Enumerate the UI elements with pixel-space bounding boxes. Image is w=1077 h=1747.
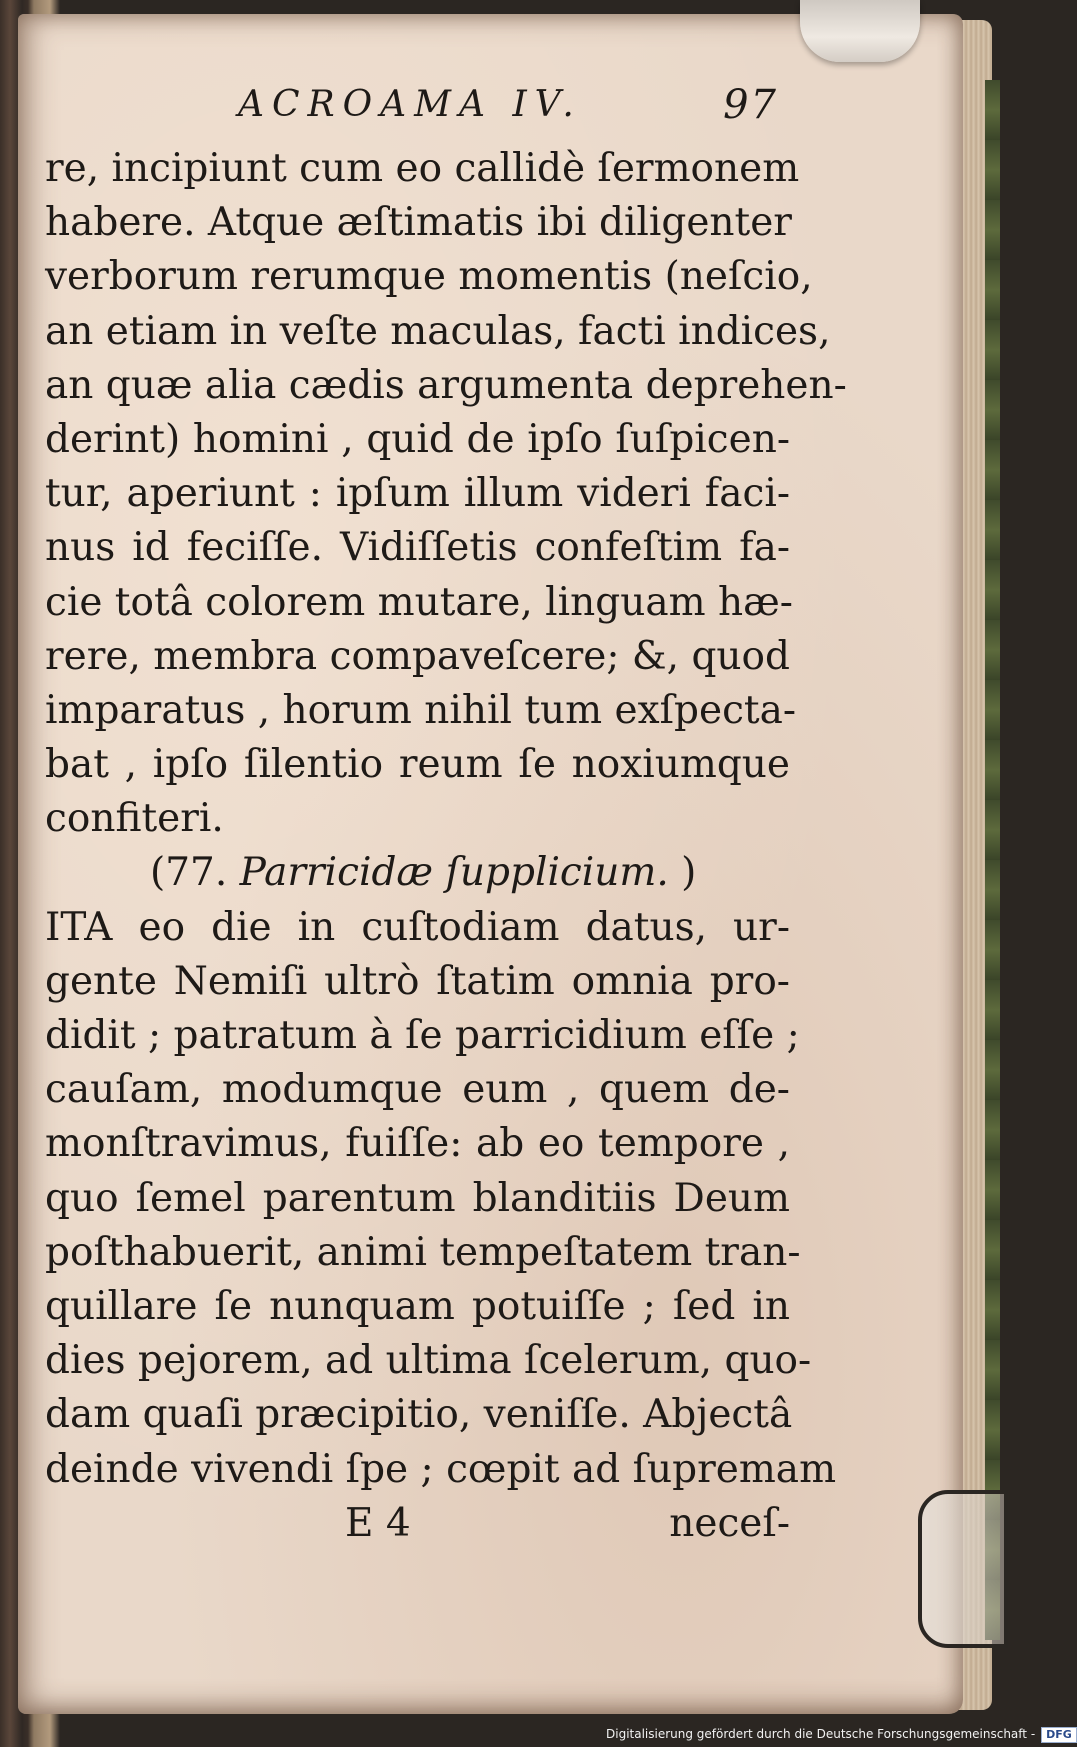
text-line: an quæ alia cædis argumenta deprehen-	[45, 362, 847, 408]
page-text	[45, 82, 847, 1551]
text-line: rere, membra compaveſcere; &, quod	[45, 633, 790, 679]
text-line: cauſam, modumque eum , quem de-	[45, 1067, 790, 1113]
book-cover-edge	[985, 80, 1000, 1640]
text-line: quillare ſe nunquam potuiſſe ; ſed in	[45, 1283, 790, 1329]
text-line: ITA eo die in cuſtodiam datus, ur-	[45, 904, 790, 950]
text-line: deinde vivendi ſpe ; cœpit ad ſupremam	[45, 1446, 837, 1492]
credit-text: Digitalisierung gefördert durch die Deutsche Forschungsgemeinschaft -	[606, 1727, 1036, 1741]
running-head	[45, 82, 790, 142]
signature-mark: E 4	[345, 1500, 411, 1546]
dfg-logo: DFG	[1041, 1727, 1077, 1743]
running-head-title: ACROAMA IV.	[238, 84, 582, 125]
text-line: cie totâ colorem mutare, linguam hæ-	[45, 579, 793, 625]
text-line: tur, aperiunt : ipſum illum videri faci-	[45, 471, 790, 517]
section-heading	[45, 846, 790, 900]
page-clip-top	[800, 0, 920, 62]
text-line: poſthabuerit, animi tempeſtatem tran-	[45, 1229, 801, 1275]
section-title: Parricidæ ſupplicium.	[239, 850, 669, 896]
text-line: dies pejorem, ad ultima ſcelerum, quo-	[45, 1338, 812, 1384]
catchword: neceſ-	[669, 1500, 790, 1546]
text-line: bat , ipſo ſilentio reum ſe noxiumque	[45, 742, 790, 788]
text-line: derint) homini , quid de ipſo ſuſpicen-	[45, 416, 790, 462]
digitization-credit	[606, 1724, 1077, 1744]
page-clip-right	[918, 1490, 1008, 1648]
text-line: an etiam in veſte maculas, facti indices,	[45, 308, 831, 354]
section-close: )	[681, 850, 697, 896]
text-line: didit ; patratum à ſe parricidium eſſe ;	[45, 1013, 800, 1058]
section-number: (77.	[150, 850, 228, 896]
text-line: dam quaſi præcipitio, veniſſe. Abjectâ	[45, 1392, 793, 1438]
paragraph-2	[45, 901, 837, 1497]
text-line: quo ſemel parentum blanditiis Deum	[45, 1175, 790, 1221]
text-line: re, incipiunt cum eo callidè ſermonem	[45, 146, 800, 191]
text-line: nus id feciſſe. Vidiſſetis confeſtim fa-	[45, 525, 790, 571]
paragraph-1	[45, 142, 847, 846]
text-line: imparatus , horum nihil tum exſpecta-	[45, 687, 797, 733]
text-line: confiteri.	[45, 796, 224, 842]
page-foot	[45, 1497, 790, 1551]
text-line: habere. Atque æſtimatis ibi diligenter	[45, 200, 792, 246]
text-line: verborum rerumque momentis (neſcio,	[45, 254, 813, 300]
text-line: monſtravimus, fuiſſe: ab eo tempore ,	[45, 1121, 790, 1167]
page-number: 97	[723, 82, 778, 128]
text-line: gente Nemiſi ultrò ſtatim omnia pro-	[45, 958, 790, 1004]
